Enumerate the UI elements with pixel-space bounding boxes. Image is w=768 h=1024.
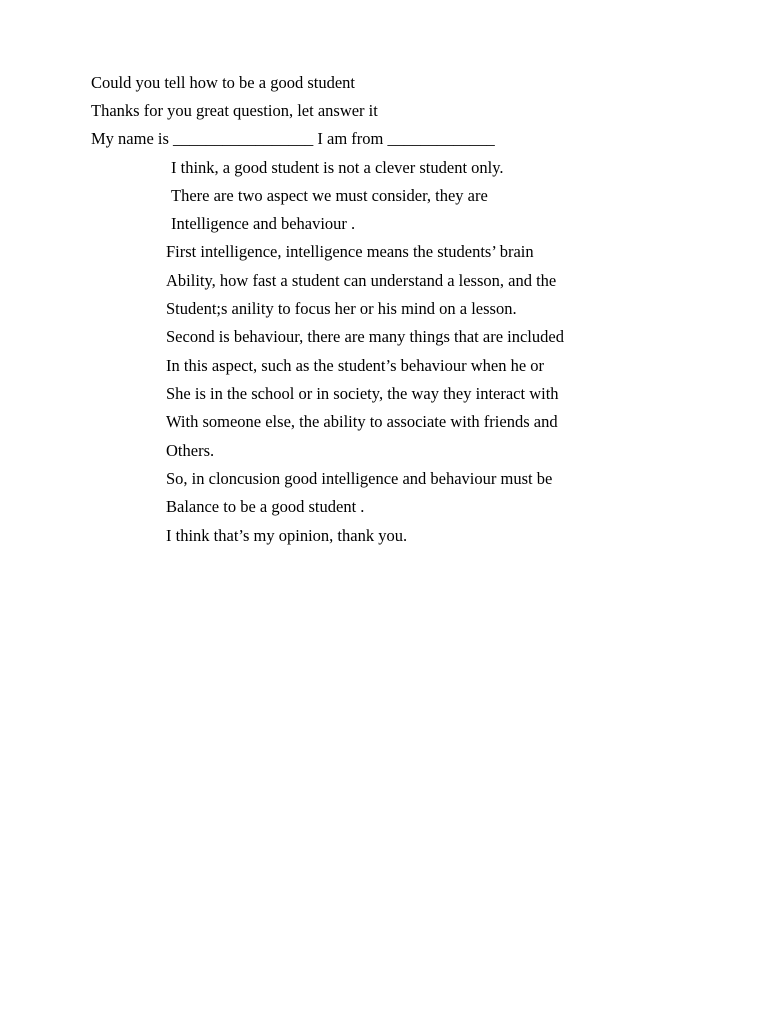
body-line: I think, a good student is not a clever student only. [171,158,504,177]
body-line: In this aspect, such as the student’s behaviour when he or [166,356,545,375]
body-line: There are two aspect we must consider, they are [171,186,488,205]
body-line: With someone else, the ability to associate with friends and [166,412,558,431]
body-line: Student;s anility to focus her or his mind on a lesson. [166,299,517,318]
body-line: Second is behaviour, there are many things that are included [166,327,564,346]
closing-line: I think that’s my opinion, thank you. [166,526,408,545]
body-line: First intelligence, intelligence means the students’ brain [166,242,534,261]
thanks-line: Thanks for you great question, let answer it [91,101,378,120]
conclusion-line: So, in cloncusion good intelligence and behaviour must be [166,469,553,488]
body-line: Intelligence and behaviour . [171,214,356,233]
name-origin-line: My name is _________________ I am from _____________ [91,129,495,148]
conclusion-line: Balance to be a good student . [166,497,365,516]
question-line: Could you tell how to be a good student [91,73,355,92]
body-line: Others. [166,441,215,460]
body-line: She is in the school or in society, the way they interact with [166,384,559,403]
body-line: Ability, how fast a student can understand a lesson, and the [166,271,557,290]
